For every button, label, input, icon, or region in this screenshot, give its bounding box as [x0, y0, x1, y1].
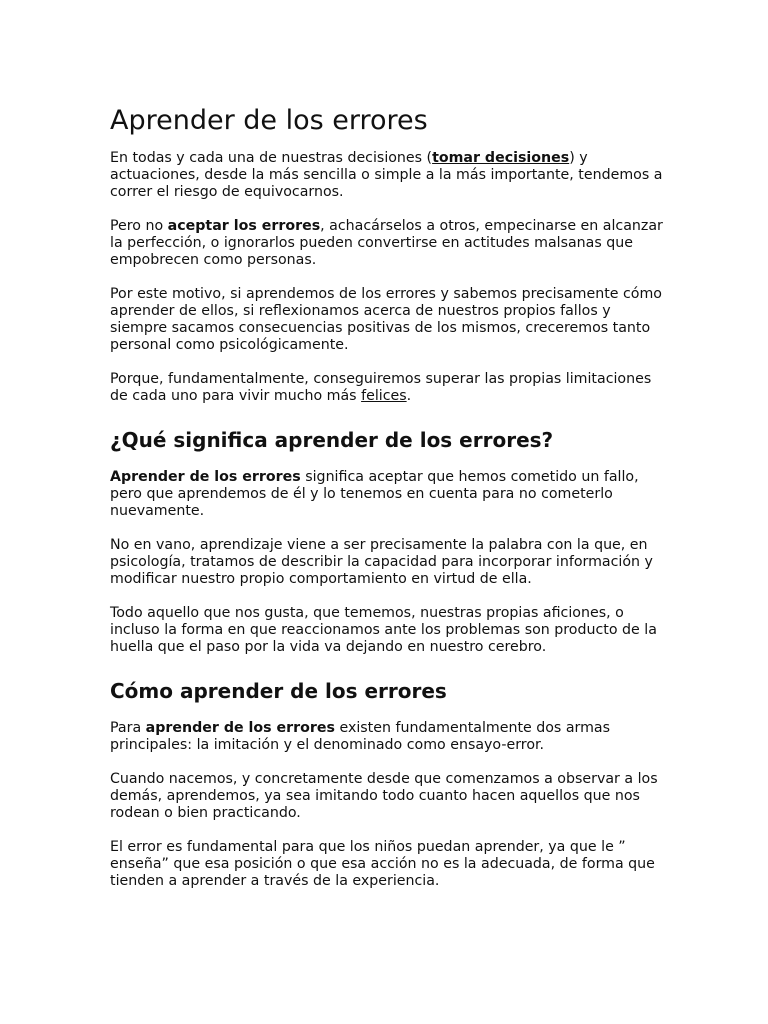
intro-paragraph-2	[110, 218, 670, 269]
tomar-decisiones-link[interactable]: tomar decisiones	[432, 150, 570, 166]
section-2-paragraph-1	[110, 720, 670, 754]
section-2-heading: Cómo aprender de los errores	[110, 679, 447, 703]
section-2-p1-bold: aprender de los errores	[145, 720, 335, 736]
section-1-p1-bold: Aprender de los errores	[110, 469, 301, 485]
document-page	[110, 104, 670, 907]
section-1-paragraph-1	[110, 469, 670, 520]
intro-p4-text-after: .	[406, 388, 412, 404]
section-1-heading: ¿Qué significa aprender de los errores?	[110, 428, 554, 452]
intro-p4-text-before: Porque, fundamentalmente, conseguiremos superar las propias limitaciones de cada uno para vivir mucho más	[110, 371, 652, 404]
intro-p2-bold: aceptar los errores	[167, 218, 321, 234]
intro-p2-text-after: , achacárselos a otros, empecinarse en alcanzar la perfección, o ignorarlos pueden convertirse en actitudes malsanas que empobrecen como personas.	[110, 218, 663, 268]
section-2-paragraph-3: El error es fundamental para que los niños puedan aprender, ya que le ” enseña” que esa posición o que esa acción no es la adecuada, de forma que tienden a aprender a través de la experiencia.	[110, 839, 655, 889]
section-2-paragraph-2: Cuando nacemos, y concretamente desde que comenzamos a observar a los demás, aprendemos, ya sea imitando todo cuanto hacen aquellos que nos rodean o bien practicando.	[110, 771, 658, 821]
section-1-paragraph-3: Todo aquello que nos gusta, que tememos, nuestras propias aficiones, o incluso la forma en que reaccionamos ante los problemas son producto de la huella que el paso por la vida va dejando en nuestro cerebro.	[110, 605, 657, 655]
page-title: Aprender de los errores	[110, 105, 428, 136]
intro-p2-text-before: Pero no	[110, 218, 168, 234]
section-2-p1-text-before: Para	[110, 720, 146, 736]
section-1-paragraph-2: No en vano, aprendizaje viene a ser precisamente la palabra con la que, en psicología, tratamos de describir la capacidad para incorporar información y modificar nuestro propio comportamiento en virtud de ella.	[110, 537, 653, 587]
intro-paragraph-4	[110, 371, 670, 405]
felices-link[interactable]: felices	[361, 388, 407, 404]
intro-p1-text-after: ) y actuaciones, desde la más sencilla o simple a la más importante, tendemos a correr el riesgo de equivocarnos.	[110, 150, 663, 200]
intro-paragraph-3: Por este motivo, si aprendemos de los errores y sabemos precisamente cómo aprender de ellos, si reflexionamos acerca de nuestros propios fallos y siempre sacamos consecuencias positivas de los mismos, creceremos tanto personal como psicológicamente.	[110, 286, 662, 353]
section-2-p1-text-after: existen fundamentalmente dos armas principales: la imitación y el denominado como ensayo-error.	[110, 720, 611, 753]
intro-paragraph-1	[110, 150, 670, 201]
section-1-p1-text-after: significa aceptar que hemos cometido un fallo, pero que aprendemos de él y lo tenemos en cuenta para no cometerlo nuevamente.	[110, 469, 639, 519]
intro-p1-text-before: En todas y cada una de nuestras decisiones (	[110, 150, 433, 166]
